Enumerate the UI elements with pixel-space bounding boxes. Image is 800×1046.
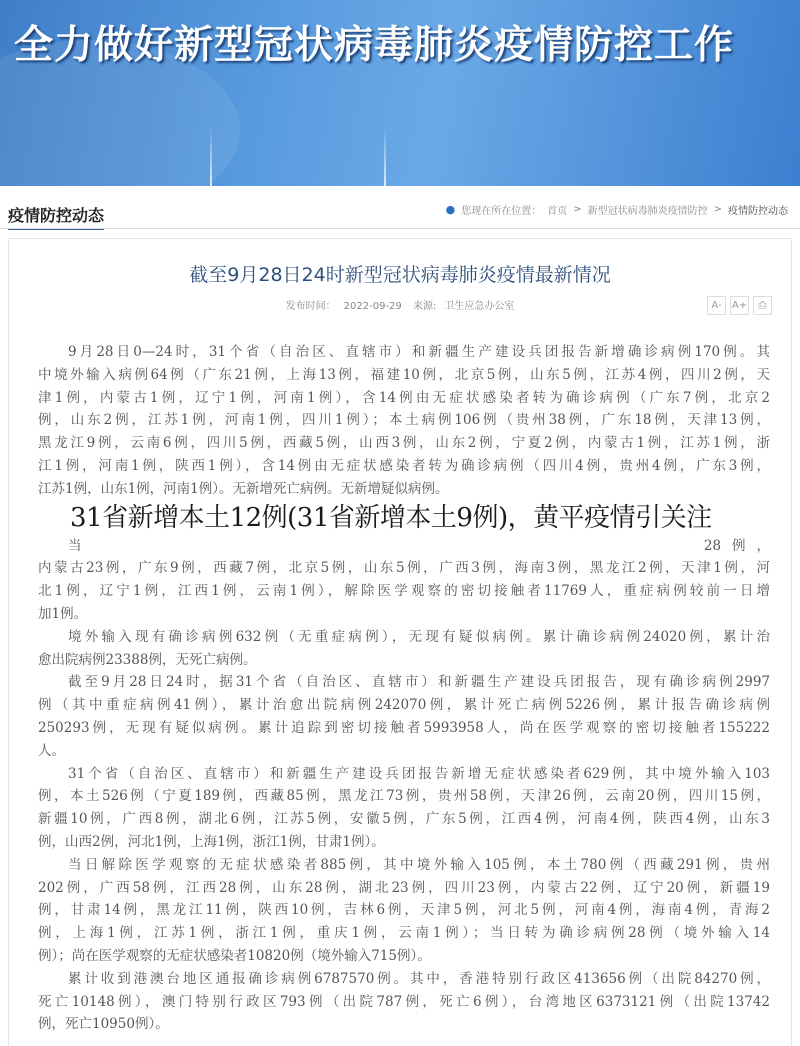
paragraph-line: 例，上海1例，江苏1例，浙江1例，重庆1例，云南1例）；当日转为确诊病例28例（境外输入14: [38, 925, 770, 942]
paragraph-line: 境外输入现有确诊病例632例（无重症病例），无现有疑似病例。累计确诊病例24020例，累计治: [68, 628, 770, 645]
paragraph: [38, 671, 770, 762]
paragraph: [38, 968, 770, 1036]
font-smaller-button[interactable]: A-: [707, 296, 726, 315]
paragraph: [38, 341, 770, 501]
paragraph-line: 9月28日0—24时，31个省（自治区、直辖市）和新疆生产建设兵团报告新增确诊病例170例。其: [68, 344, 770, 360]
paragraph-line: 当 28例，: [68, 537, 770, 554]
font-larger-button[interactable]: A+: [730, 296, 749, 315]
paragraph: [38, 535, 770, 626]
paragraph-line: 例，本土526例（宁夏189例，西藏85例，黑龙江73例，贵州58例，天津26例，云南20例，四川15例，: [38, 788, 770, 805]
paragraph: [38, 626, 770, 672]
paragraph-line: 250293例，无现有疑似病例。累计追踪到密切接触者5993958人，尚在医学观察的密切接触者155222: [38, 719, 770, 736]
paragraph-line: 愈出院病例23388例，无死亡病例。: [38, 651, 257, 668]
paragraph-line: 例）；尚在医学观察的无症状感染者10820例（境外输入715例）。: [38, 947, 431, 964]
paragraph-line: 例，死亡10950例）。: [38, 1016, 169, 1033]
article-title: 截至9月28日24时新型冠状病毒肺炎疫情最新情况: [189, 264, 611, 286]
paragraph-line: 江苏1例，山东1例，河南1例）。无新增死亡病例。无新增疑似病例。: [38, 480, 449, 497]
section-title: 疫情防控动态: [8, 203, 104, 230]
print-icon[interactable]: ⎙: [753, 296, 772, 315]
paragraph-line: 黑龙江9例，云南6例，四川5例，西藏5例，山西3例，山东2例，宁夏2例，内蒙古1例，江苏1例，浙: [38, 435, 770, 452]
paragraph-line: 例（其中重症病例41例），累计治愈出院病例242070例，累计死亡病例5226例，累计报告确诊病例: [38, 697, 770, 714]
breadcrumb-prefix: 您现在所在位置：: [461, 206, 542, 217]
overlay-caption: 31省新增本土12例(31省新增本土9例)，黄平疫情引关注: [70, 502, 712, 533]
paragraph-line: 31个省（自治区、直辖市）和新疆生产建设兵团报告新增无症状感染者629例，其中境外输入103: [68, 765, 770, 782]
source-label: 来源:: [412, 301, 437, 312]
paragraph-line: 202例，广西58例，江西28例，山东28例，湖北23例，四川23例，内蒙古22例，辽宁20例，新疆19: [38, 879, 770, 896]
paragraph-line: 当日解除医学观察的无症状感染者885例，其中境外输入105例，本土780例（西藏291例，贵州: [68, 856, 770, 873]
breadcrumb-current[interactable]: 疫情防控动态: [728, 206, 788, 217]
paragraph-line: 内蒙古23例，广东9例，西藏7例，北京5例，山东5例，广西3例，海南3例，黑龙江2例，天津1例，河: [38, 560, 770, 577]
paragraph: [38, 763, 770, 854]
breadcrumb-separator: >: [713, 204, 722, 215]
breadcrumb-home[interactable]: 首页: [547, 206, 568, 217]
article-body: [38, 0, 770, 1046]
paragraph-line: 截至9月28日24时，据31个省（自治区、直辖市）和新疆生产建设兵团报告，现有确诊病例2997: [68, 674, 770, 691]
paragraph-line: 人。: [38, 742, 65, 759]
location-pin-icon: ●: [445, 203, 456, 216]
paragraph-line: 中境外输入病例64例（广东21例，上海13例，福建10例，北京5例，山东5例，江苏4例，四川2例，天: [38, 366, 770, 383]
paragraph-line: 例，山西2例，河北1例，上海1例，浙江1例，甘肃1例）。: [38, 833, 385, 850]
date-label: 发布时间：: [285, 301, 336, 312]
paragraph-line: 例，甘肃14例，黑龙江11例，陕西10例，吉林6例，天津5例，河北5例，河南4例，海南4例，青海2: [38, 902, 770, 919]
paragraph-line: 累计收到港澳台地区通报确诊病例6787570例。其中，香港特别行政区413656例（出院84270例，: [68, 970, 770, 987]
publish-date: 2022-09-29: [343, 301, 402, 312]
paragraph-line: 例，山东2例，江苏1例，河南1例，四川1例）；本土病例106例（贵州38例，广东18例，天津13例，: [38, 412, 770, 429]
paragraph-line: 死亡10148例），澳门特别行政区793例（出院787例，死亡6例），台湾地区6373121例（出院13742: [38, 993, 770, 1010]
breadcrumb-epidemic[interactable]: 新型冠状病毒肺炎疫情防控: [587, 206, 708, 217]
paragraph-line: 新疆10例，广西8例，湖北6例，江苏5例，安徽5例，广东5例，江西4例，河南4例，陕西4例，山东3: [38, 811, 770, 828]
paragraph-line: 江1例，河南1例，陕西1例），含14例由无症状感染者转为确诊病例（四川4例，贵州4例，广东3例，: [38, 457, 770, 474]
paragraph-line: 津1例，内蒙古1例，辽宁1例，河南1例），含14例由无症状感染者转为确诊病例（广东7例，北京2: [38, 389, 770, 406]
breadcrumb-separator: >: [573, 204, 582, 215]
paragraph-line: 加1例。: [38, 605, 88, 622]
paragraph-line: 北1例，辽宁1例，江西1例，云南1例），解除医学观察的密切接触者11769人，重症病例较前一日增: [38, 583, 770, 600]
banner-title: 全力做好新型冠状病毒肺炎疫情防控工作: [14, 23, 735, 68]
source: 卫生应急办公室: [444, 301, 515, 312]
paragraph: [38, 854, 770, 968]
